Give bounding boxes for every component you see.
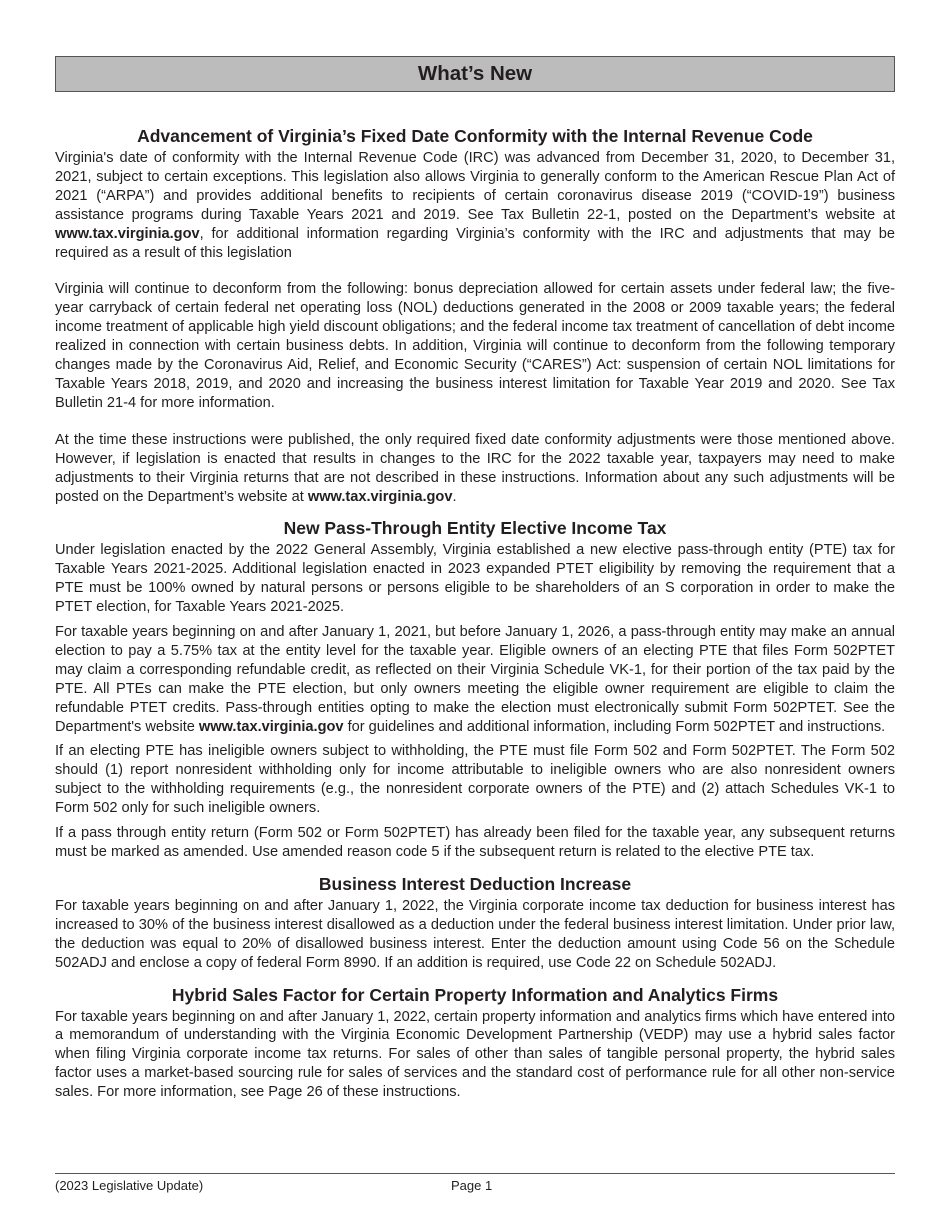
conformity-p1-text-b: , for additional information regarding Virginia’s conformity with the IRC and adjustments that may be required as a result of this legislation: [55, 225, 895, 261]
document-page: [55, 56, 895, 1102]
conformity-p1-text-a: Virginia's date of conformity with the Internal Revenue Code (IRC) was advanced from December 31, 2020, to December 31, 2021, subject to certain exceptions. This legislation also allows Virginia to generally conform to the American Rescue Plan Act of 2021 (“ARPA”) and provides additional benefits to recipients of certain coronavirus disease 2019 (“COVID-19”) business assistance programs during Taxable Years 2021 and 2019. See Tax Bulletin 22-1, posted on the Department’s website at: [55, 150, 895, 223]
website-link[interactable]: www.tax.virginia.gov: [55, 225, 200, 242]
conformity-p3-text-a: At the time these instructions were published, the only required fixed date conformity adjustments were those mentioned above. However, if legislation is enacted that results in changes to the IRC for the 2022 taxable year, taxpayers may need to make adjustments to their Virginia returns that are not described in these instructions. Information about any such adjustments will be posted on the Department’s website at: [55, 431, 895, 505]
whats-new-banner: [55, 56, 895, 92]
section-business-interest: [55, 872, 895, 973]
section-ptet: [55, 516, 895, 862]
section-conformity: [55, 124, 895, 506]
ptet-paragraph-2: [55, 623, 895, 736]
conformity-paragraph-1: [55, 149, 895, 262]
ptet-paragraph-4: If a pass through entity return (Form 502 or Form 502PTET) has already been filed for the taxable year, any subsequent returns must be marked as amended. Use amended reason code 5 if the subsequent return is related to the elective PTE tax.: [55, 825, 895, 860]
ptet-p2-text-b: for guidelines and additional information, including Form 502PTET and instructions.: [343, 718, 886, 735]
website-link[interactable]: www.tax.virginia.gov: [307, 488, 453, 505]
hybrid-sales-paragraph: For taxable years beginning on and after January 1, 2022, certain property information and analytics firms which have entered into a memorandum of understanding with the Virginia Economic Development Partnership (VEDP) may use a hybrid sales factor when filing Virginia corporate income tax returns. For sales of other than sales of tangible personal property, the hybrid sales factor uses a market-based sourcing rule for sales of services and the standard cost of performance rule for all other non-service sales. For more information, see Page 26 of these instructions.: [55, 1008, 895, 1101]
ptet-heading: New Pass-Through Entity Elective Income Tax: [283, 518, 667, 539]
ptet-paragraph-1: Under legislation enacted by the 2022 General Assembly, Virginia established a new elective pass-through entity (PTE) tax for Taxable Years 2021-2025. Additional legislation enacted in 2023 expanded PTET eligibility by removing the requirement that a PTE must be 100% owned by natural persons or persons eligible to be shareholders of an S corporation in order to make the PTET election, for Taxable Years 2021-2025.: [55, 542, 895, 616]
ptet-paragraph-3: If an electing PTE has ineligible owners subject to withholding, the PTE must file Form 502 and Form 502PTET. The Form 502 should (1) report nonresident withholding only for income attributable to ineligible owners who are also nonresident owners subject to the withholding requirements (e.g., the nonresident corporate owners of the PTE) and (2) attach Schedules VK-1 to Form 502 only for such ineligible owners.: [55, 743, 895, 817]
footer-page-number: Page 1: [451, 1178, 493, 1193]
page-footer: [55, 1173, 895, 1193]
section-hybrid-sales: [55, 983, 895, 1103]
conformity-heading: Advancement of Virginia’s Fixed Date Conformity with the Internal Revenue Code: [137, 126, 813, 146]
hybrid-sales-heading: Hybrid Sales Factor for Certain Property Information and Analytics Firms: [171, 984, 779, 1005]
conformity-paragraph-2: Virginia will continue to deconform from the following: bonus depreciation allowed for certain assets under federal law; the five-year carryback of certain federal net operating loss (NOL) deductions generated in the 2008 or 2009 taxable years; the federal income treatment of applicable high yield discount obligations; and the federal income tax treatment of cancellation of debt income realized in connection with certain business debts. In addition, Virginia will continue to deconform from the following temporary changes made by the Coronavirus Aid, Relief, and Economic Security (“CARES”) Act: suspension of certain NOL limitations for Taxable Years 2018, 2019, and 2020 and increasing the business interest limitation for Taxable Year 2019 and 2020. See Tax Bulletin 21-4 for more information.: [55, 281, 895, 411]
business-interest-heading: Business Interest Deduction Increase: [318, 873, 632, 894]
footer-edition: (2023 Legislative Update): [55, 1178, 204, 1193]
conformity-paragraph-3: [55, 431, 895, 507]
ptet-p2-text-a: For taxable years beginning on and after January 1, 2021, but before January 1, 2026, a pass-through entity may make an annual election to pay a 5.75% tax at the entity level for the taxable year. Eligible owners of an electing PTE that files Form 502PTET may claim a corresponding refundable credit, as reflected on their Virginia Schedule VK-1, for their portion of the tax paid by the PTE. All PTEs can make the PTE election, but only owners meeting the eligible owner requirement are eligible to claim the refundable PTET credits. Pass-through entities opting to make the election must electronically submit Form 502PTET. See the Department's website: [55, 624, 895, 735]
banner-title: What’s New: [417, 62, 533, 85]
business-interest-paragraph: For taxable years beginning on and after January 1, 2022, the Virginia corporate income tax deduction for business interest has increased to 30% of the business interest disallowed as a deduction under the federal business interest limitation. Under prior law, the deduction was equal to 20% of disallowed business interest. Enter the deduction amount using Code 56 on the Schedule 502ADJ and enclose a copy of federal Form 8990. If an addition is required, use Code 22 on Schedule 502ADJ.: [55, 897, 895, 971]
conformity-p3-text-b: .: [452, 488, 457, 505]
website-link[interactable]: www.tax.virginia.gov: [198, 718, 344, 735]
